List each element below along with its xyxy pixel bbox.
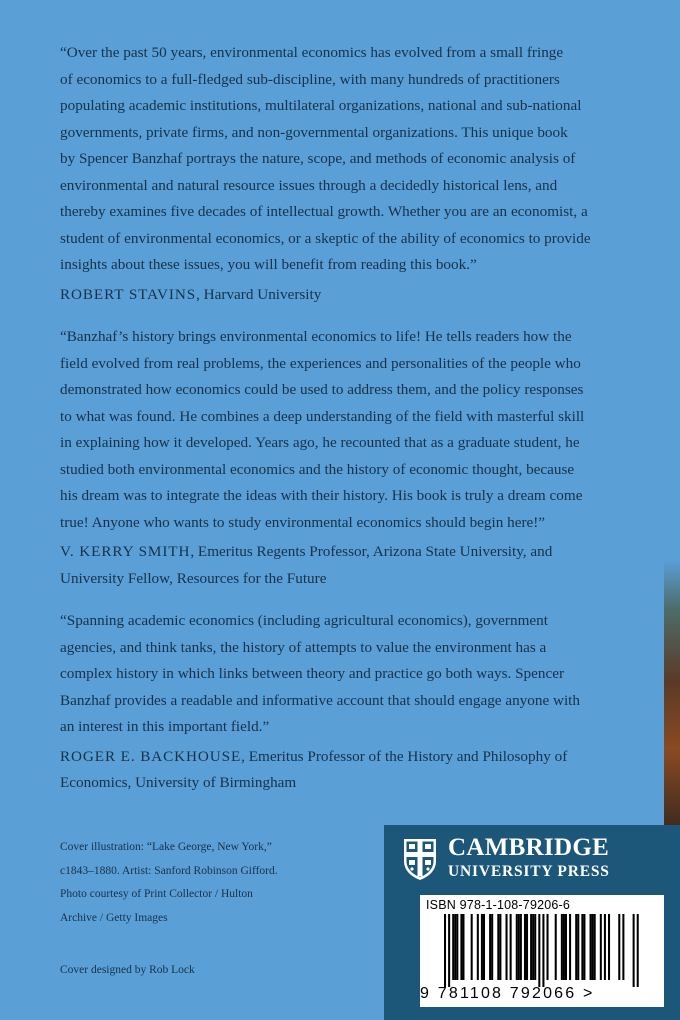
author-name: ROGER E. BACKHOUSE (60, 747, 242, 765)
cambridge-shield-icon (402, 837, 438, 881)
author-name: ROBERT STAVINS (60, 285, 197, 303)
barcode-bar (542, 914, 544, 987)
barcode-bar (516, 914, 518, 980)
publisher-name: CAMBRIDGE (448, 834, 610, 861)
barcode-bar (547, 914, 549, 980)
barcode-bar (555, 914, 557, 980)
barcode-bar (477, 914, 479, 980)
barcode-bar (491, 914, 493, 980)
barcode-bar (608, 914, 610, 980)
cover-designer-credit: Cover designed by Rob Lock (60, 964, 195, 976)
barcode-bar (581, 914, 583, 980)
quote-attribution (60, 744, 630, 797)
publisher-subtitle: UNIVERSITY PRESS (448, 863, 610, 880)
barcode-bar (594, 914, 596, 980)
barcode-bar (506, 914, 508, 980)
barcode-bar (604, 914, 606, 980)
barcode-bar (483, 914, 485, 980)
barcode-bar (460, 914, 462, 980)
barcode-bar (618, 914, 620, 980)
barcode-bar (569, 914, 571, 980)
quote-text: “Over the past 50 years, environmental economics has evolved from a small fringe of economics to a full-fledged sub-discipline, with many hundreds of practitioners populating academic institutions, multilateral organizations, national and sub-national governments, private firms, and non-governmental organizations. This unique book by Spencer Banzhaf portrays the nature, scope, and methods of economic analysis of environmental and natural resource issues through a decidedly historical lens, and thereby examines five decades of intellectual growth. Whether you are an economist, a student of environmental economics, or a skeptic of the ability of economics to provide insights about these issues, you will benefit from reading this book.” (60, 44, 591, 273)
barcode-bar (561, 914, 563, 980)
barcode-bar (600, 914, 602, 980)
barcode-bar (622, 914, 624, 980)
author-affiliation-cont: University Fellow, Resources for the Future (60, 569, 327, 587)
cover-painting-edge (664, 560, 680, 830)
publisher-block (384, 825, 680, 1020)
barcode-bar (520, 914, 522, 980)
quote-text: “Banzhaf’s history brings environmental economics to life! He tells readers how the field evolved from real problems, the experiences and personalities of the people who demonstrated how economics could be used to address them, and the policy responses to what was found. He combines a deep understanding of the field with masterful skill in explaining how it developed. Years ago, he recounted that as a graduate student, he studied both environmental economics and the history of economic thought, because his dream was to integrate the ideas with their history. His book is truly a dream come true! Anyone who wants to study environmental economics should begin here!” (60, 328, 585, 531)
barcode-bar (583, 914, 585, 980)
barcode-bar (575, 914, 577, 980)
barcode-bar (590, 914, 592, 980)
barcode-bar (448, 914, 450, 987)
endorsement-quote (60, 324, 630, 592)
barcode-bar (471, 914, 473, 980)
author-affiliation: , Emeritus Regents Professor, Arizona State University, and (190, 543, 553, 560)
author-name: V. KERRY SMITH (60, 543, 191, 560)
barcode-bar (497, 914, 499, 980)
barcode-bar (592, 914, 594, 980)
quote-text: “Spanning academic economics (including agricultural economics), government agencies, and think tanks, the history of attempts to value the environment has a complex history in which links between theory and practice go both ways. Spencer Banzhaf provides a readable and informative account that should engage anyone with an interest in this important field.” (60, 612, 580, 735)
barcode-bar (456, 914, 458, 980)
barcode-bar (532, 914, 534, 980)
quote-attribution (60, 539, 630, 592)
barcode-digits: 9 781108 792066 > (420, 985, 595, 1002)
isbn-number: ISBN 978-1-108-79206-6 (426, 898, 571, 912)
barcode-bar (481, 914, 483, 980)
barcode-bar (489, 914, 491, 980)
barcode-bar (565, 914, 567, 980)
isbn-barcode (420, 895, 664, 1007)
quote-attribution (60, 282, 630, 309)
barcode-bar (462, 914, 464, 980)
cover-illustration-credit: Cover illustration: “Lake George, New York,” c1843–1880. Artist: Sanford Robinson Gifford. Photo courtesy of Print Collector / Hulton Archive / Getty Images (60, 841, 278, 924)
barcode-bar (524, 914, 526, 980)
barcode-bar (526, 914, 528, 980)
barcode-bars (428, 914, 658, 987)
barcode-bar (577, 914, 579, 980)
barcode-bar (499, 914, 501, 980)
barcode-bar (637, 914, 639, 987)
author-affiliation: , Emeritus Professor of the History and Philosophy of (241, 747, 568, 765)
barcode-bar (530, 914, 532, 980)
author-affiliation: , Harvard University (196, 285, 322, 303)
endorsement-quote (60, 40, 630, 308)
barcode-bar (452, 914, 454, 980)
barcode-bar (633, 914, 635, 987)
barcode-bar (538, 914, 540, 987)
barcode-bar (454, 914, 456, 980)
barcode-bar (444, 914, 446, 987)
barcode-bar (518, 914, 520, 980)
endorsement-quote (60, 608, 630, 797)
author-affiliation-cont: Economics, University of Birmingham (60, 774, 297, 791)
barcode-bar (510, 914, 512, 980)
barcode-bar (534, 914, 536, 980)
barcode-bar (563, 914, 565, 980)
